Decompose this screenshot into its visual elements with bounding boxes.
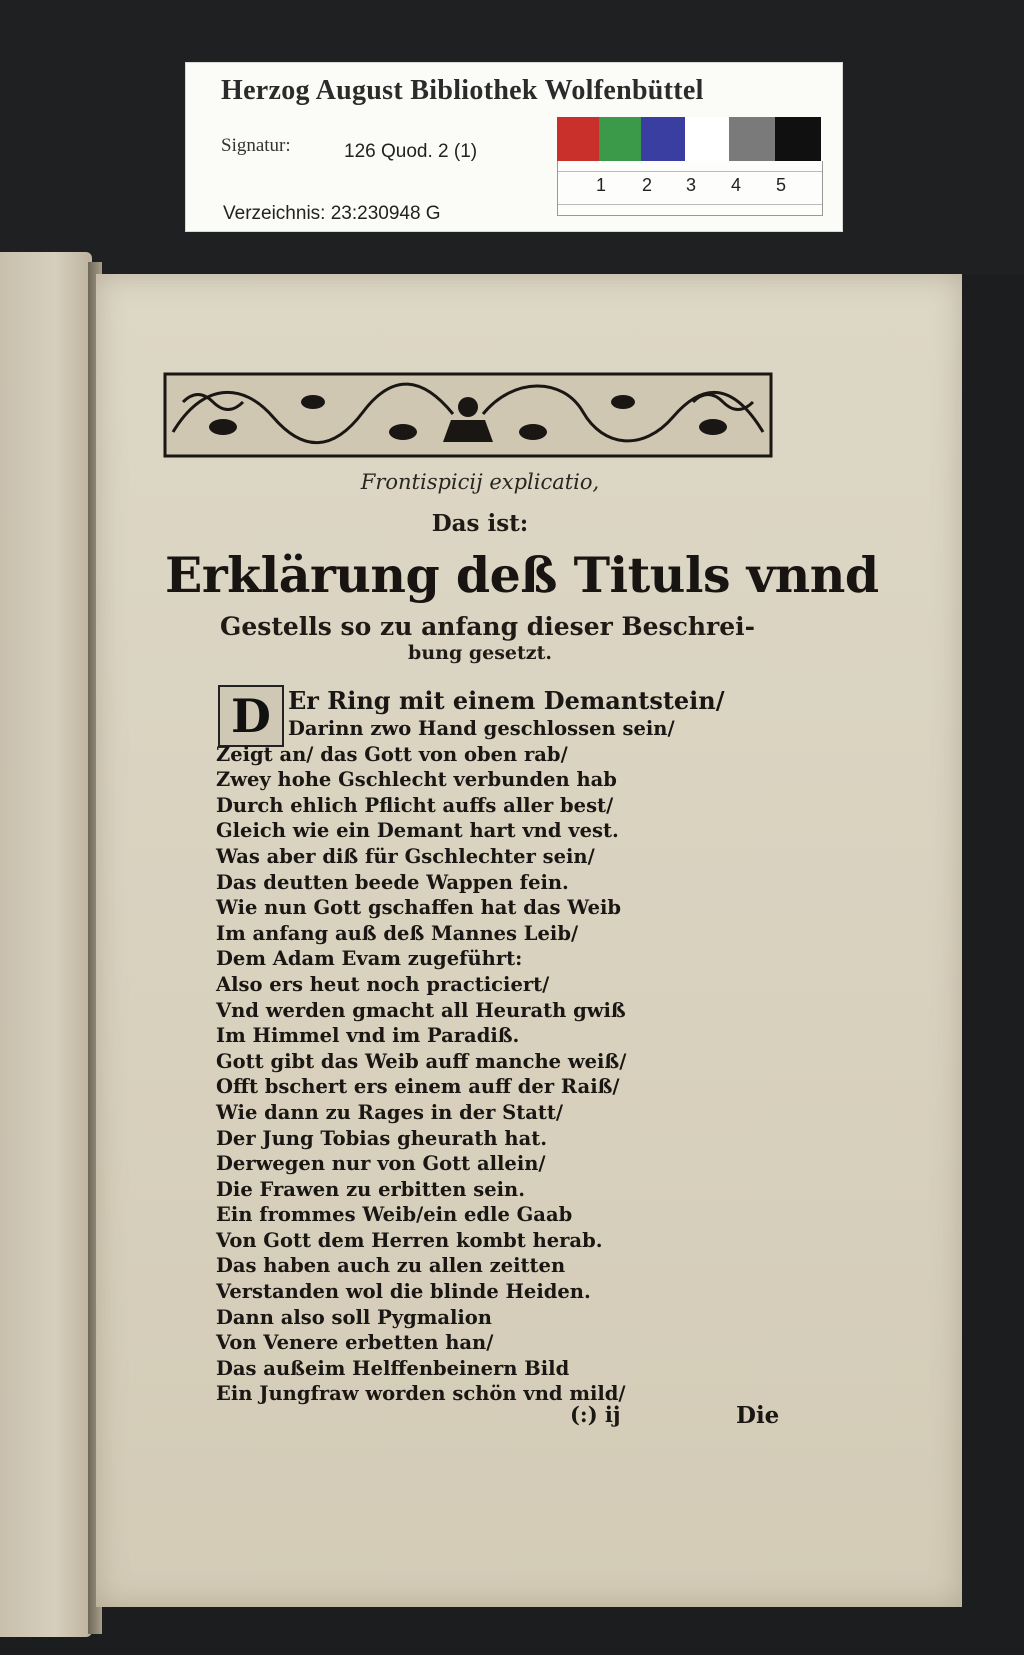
swatch-gray <box>729 117 775 161</box>
poem-line: Im Himmel vnd im Paradiß. <box>216 1024 520 1048</box>
ruler-number: 5 <box>776 175 787 195</box>
swatch-black <box>775 117 821 161</box>
library-name: Herzog August Bibliothek Wolfenbüttel <box>221 75 704 106</box>
left-page-edge <box>0 252 92 1637</box>
ruler-number: 4 <box>731 175 742 195</box>
signatur-key: Signatur: <box>221 135 291 156</box>
subtitle-line-1: Gestells so zu anfang dieser Beschrei- <box>220 612 755 641</box>
poem-line: Gleich wie ein Demant hart vnd vest. <box>216 819 619 843</box>
subtitle-line-2: bung gesetzt. <box>408 642 552 664</box>
poem-line: Durch ehlich Pflicht auffs aller best/ <box>216 793 614 817</box>
poem-line: Der Jung Tobias gheurath hat. <box>216 1126 547 1150</box>
floral-ornament-band <box>163 372 773 458</box>
poem-line: Also ers heut noch practiciert/ <box>216 972 550 996</box>
poem-line: Derwegen nur von Gott allein/ <box>216 1152 546 1176</box>
poem-line: Verstanden wol die blinde Heiden. <box>216 1280 591 1304</box>
poem-line: Die Frawen zu erbitten sein. <box>216 1177 525 1201</box>
poem-line: Das haben auch zu allen zeitten <box>216 1254 566 1278</box>
library-label <box>185 62 843 232</box>
poem-line: Was aber diß für Gschlechter sein/ <box>216 844 595 868</box>
poem-line: Darinn zwo Hand geschlossen sein/ <box>288 717 675 740</box>
poem-line: Das außeim Helffenbeinern Bild <box>216 1356 570 1380</box>
swatch-white <box>685 117 729 161</box>
color-calibration-bar <box>557 117 821 161</box>
catchword: Die <box>736 1402 780 1429</box>
drop-cap-initial: D <box>218 685 284 747</box>
ruler-ticks-top <box>558 161 822 172</box>
das-ist-line: Das ist: <box>431 510 529 537</box>
scale-ruler <box>557 161 823 216</box>
poem-line: Vnd werden gmacht all Heurath gwiß <box>216 998 626 1022</box>
poem-line: Im anfang auß deß Mannes Leib/ <box>216 921 579 945</box>
swatch-green <box>599 117 641 161</box>
ruler-number: 3 <box>686 175 697 195</box>
signatur-value: 126 Quod. 2 (1) <box>344 141 478 162</box>
poem-line: Zeigt an/ das Gott von oben rab/ <box>216 742 568 766</box>
poem-line: Er Ring mit einem Demantstein/ <box>288 686 725 715</box>
poem-line: Gott gibt das Weib auff manche weiß/ <box>216 1049 627 1073</box>
poem-line: Dann also soll Pygmalion <box>216 1305 492 1329</box>
ruler-number: 1 <box>596 175 607 195</box>
poem-line: Ein frommes Weib/ein edle Gaab <box>216 1203 573 1227</box>
poem-line: Wie nun Gott gschaffen hat das Weib <box>216 896 622 920</box>
poem-line: Dem Adam Evam zugeführt: <box>216 947 523 971</box>
poem-line: Wie dann zu Rages in der Statt/ <box>216 1100 564 1124</box>
poem-line: Ein Jungfraw worden schön vnd mild/ <box>216 1382 626 1406</box>
poem-line: Zwey hohe Gschlecht verbunden hab <box>216 768 617 792</box>
ruler-number: 2 <box>642 175 653 195</box>
poem-line: Von Venere erbetten han/ <box>216 1331 494 1355</box>
poem-line: Offt bschert ers einem auff der Raiß/ <box>216 1075 620 1099</box>
swatch-red <box>557 117 599 161</box>
ruler-ticks-bottom <box>558 204 822 215</box>
poem-line: Das deutten beede Wappen fein. <box>216 870 569 894</box>
poem-line: Von Gott dem Herren kombt herab. <box>216 1228 603 1252</box>
verzeichnis-value: Verzeichnis: 23:230948 G <box>223 203 441 224</box>
signature-mark: (:) ij <box>570 1402 621 1427</box>
page-title: Erklärung deß Tituls vnnd <box>165 546 879 604</box>
poem-body <box>216 686 776 1407</box>
frontispiece-heading: Frontispicij explicatio, <box>360 470 600 494</box>
swatch-blue <box>641 117 685 161</box>
